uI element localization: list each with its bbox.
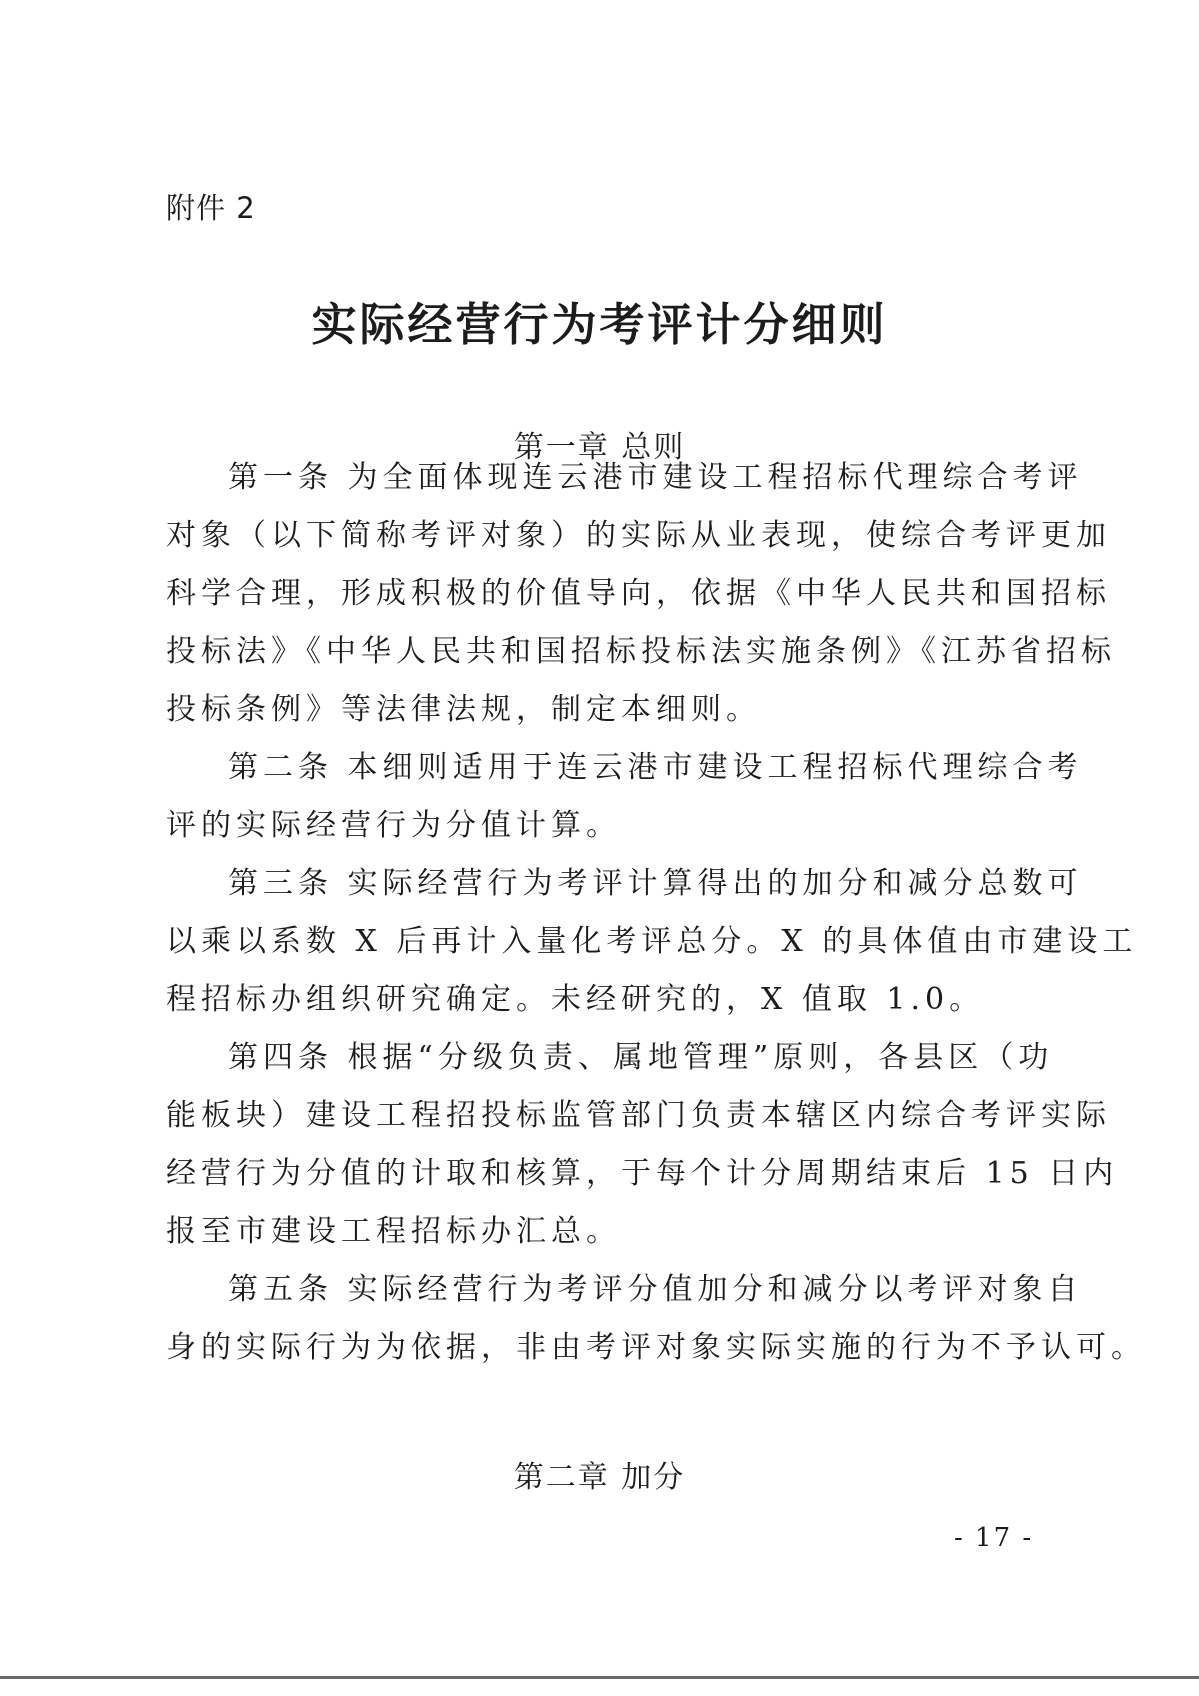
article-3-line: 程招标办组织研究确定。未经研究的，X 值取 1.0。 <box>166 982 985 1017</box>
article-5-line: 身的实际行为为依据，非由考评对象实际实施的行为不予认可。 <box>166 1330 1146 1365</box>
article-1-line: 第一条 为全面体现连云港市建设工程招标代理综合考评 <box>228 460 1083 495</box>
article-1-line: 对象（以下简称考评对象）的实际从业表现，使综合考评更加 <box>166 518 1111 553</box>
article-4-line: 能板块）建设工程招投标监管部门负责本辖区内综合考评实际 <box>166 1098 1111 1133</box>
document-title: 实际经营行为考评计分细则 <box>311 298 888 351</box>
article-2-line: 评的实际经营行为分值计算。 <box>166 808 621 843</box>
article-2-line: 第二条 本细则适用于连云港市建设工程招标代理综合考 <box>228 750 1083 785</box>
article-5-line: 第五条 实际经营行为考评分值加分和减分以考评对象自 <box>228 1272 1083 1307</box>
chapter-heading-1: 第一章 总则 <box>513 430 686 465</box>
article-3-line: 第三条 实际经营行为考评计算得出的加分和减分总数可 <box>228 866 1083 901</box>
page-number: - 17 - <box>954 1523 1034 1553</box>
article-4-line: 第四条 根据“分级负责、属地管理”原则，各县区（功 <box>228 1040 1054 1075</box>
attachment-label: 附件 2 <box>166 191 256 225</box>
article-4-line: 报至市建设工程招标办汇总。 <box>166 1214 621 1249</box>
article-3-line: 以乘以系数 X 后再计入量化考评总分。X 的具体值由市建设工 <box>166 924 1138 959</box>
article-4-line: 经营行为分值的计取和核算，于每个计分周期结束后 15 日内 <box>166 1156 1119 1191</box>
article-1-line: 投标法》《中华人民共和国招标投标法实施条例》《江苏省招标 <box>166 634 1116 669</box>
chapter-heading-2: 第二章 加分 <box>513 1460 686 1495</box>
article-1-line: 科学合理，形成积极的价值导向，依据《中华人民共和国招标 <box>166 576 1111 611</box>
article-1-line: 投标条例》等法律法规，制定本细则。 <box>166 692 761 727</box>
scan-bottom-edge <box>0 1676 1199 1679</box>
